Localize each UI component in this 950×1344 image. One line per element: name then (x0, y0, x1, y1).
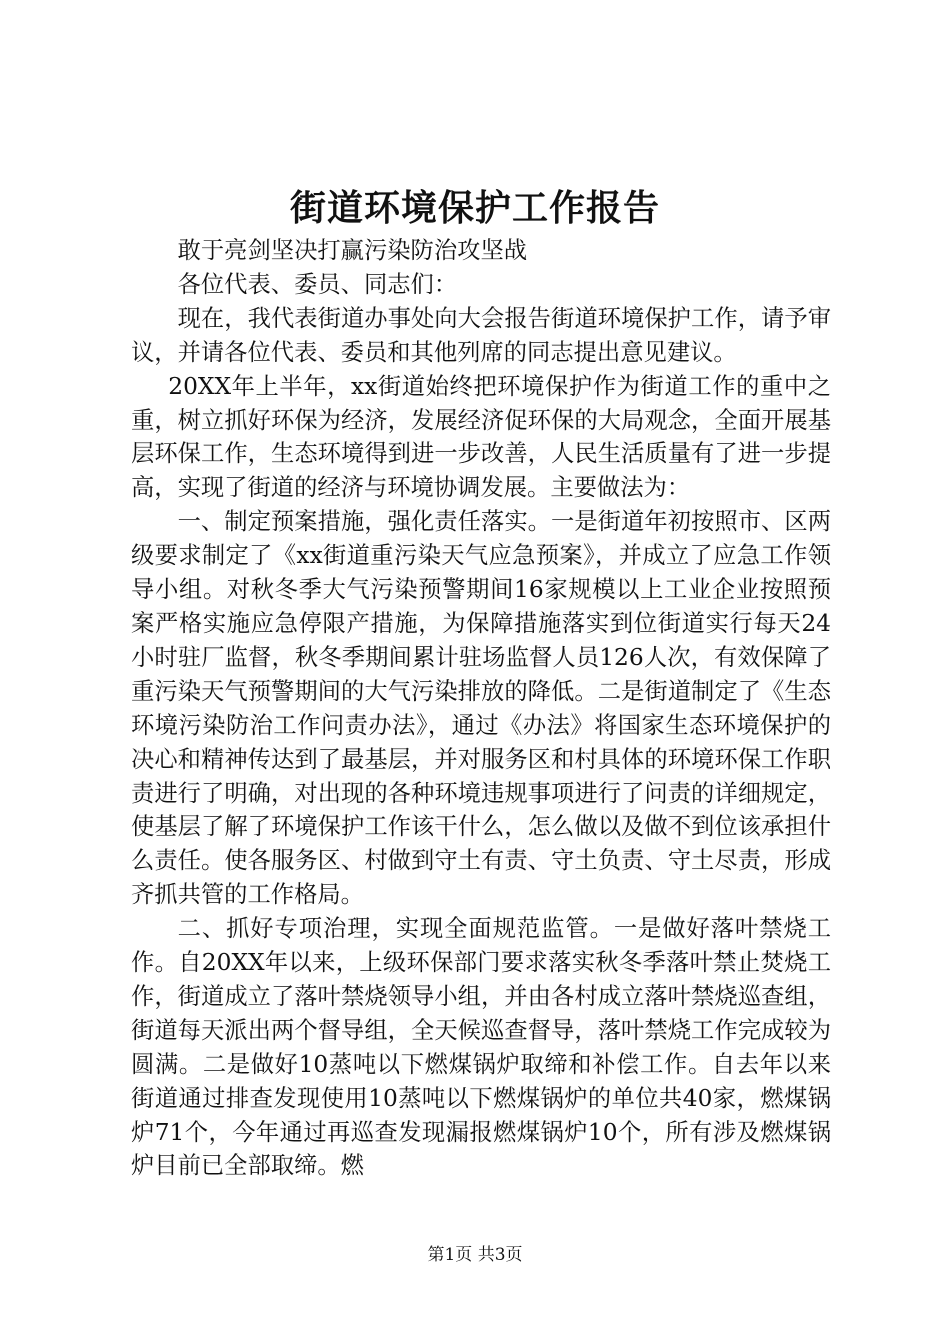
paragraph-overview: 20XX年上半年，xx街道始终把环境保护作为街道工作的重中之重，树立抓好环保为经济，发展经济促环保的大局观念，全面开展基层环保工作，生态环境得到进一步改善，人民生活质量有了进一步提高，实现了街道的经济与环境协调发展。主要做法为： (131, 372, 831, 502)
paragraph-intro: 现在，我代表街道办事处向大会报告街道环境保护工作，请予审议，并请各位代表、委员和其他列席的同志提出意见建议。 (131, 304, 831, 366)
document-body (131, 234, 831, 1183)
salutation: 各位代表、委员、同志们： (177, 270, 458, 298)
paragraph-section-two: 二、抓好专项治理，实现全面规范监管。一是做好落叶禁烧工作。自20XX年以来，上级环保部门要求落实秋冬季落叶禁止焚烧工作，街道成立了落叶禁烧领导小组，并由各村成立落叶禁烧巡查组，街道每天派出两个督导组，全天候巡查督导，落叶禁烧工作完成较为圆满。二是做好10蒸吨以下燃煤锅炉取缔和补偿工作。自去年以来街道通过排查发现使用10蒸吨以下燃煤锅炉的单位共40家，燃煤锅炉71个，今年通过再巡查发现漏报燃煤锅炉10个，所有涉及燃煤锅炉目前已全部取缔。燃 (131, 915, 831, 1180)
document-subtitle: 敢于亮剑坚决打赢污染防治攻坚战 (177, 237, 528, 264)
document-title: 街道环境保护工作报告 (289, 187, 660, 229)
page-number-footer: 第1页 共3页 (427, 1245, 523, 1265)
paragraph-section-one: 一、制定预案措施，强化责任落实。一是街道年初按照市、区两级要求制定了《xx街道重污染天气应急预案》，并成立了应急工作领导小组。对秋冬季大气污染预警期间16家规模以上工业企业按照预案严格实施应急停限产措施，为保障措施落实到位街道实行每天24小时驻厂监督，秋冬季期间累计驻场监督人员126人次，有效保障了重污染天气预警期间的大气污染排放的降低。二是街道制定了《生态环境污染防治工作问责办法》，通过《办法》将国家生态环境保护的决心和精神传达到了最基层，并对服务区和村具体的环境环保工作职责进行了明确，对出现的各种环境违规事项进行了问责的详细规定，使基层了解了环境保护工作该干什么，怎么做以及做不到位该承担什么责任。使各服务区、村做到守土有责、守土负责、守土尽责，形成齐抓共管的工作格局。 (131, 508, 831, 909)
